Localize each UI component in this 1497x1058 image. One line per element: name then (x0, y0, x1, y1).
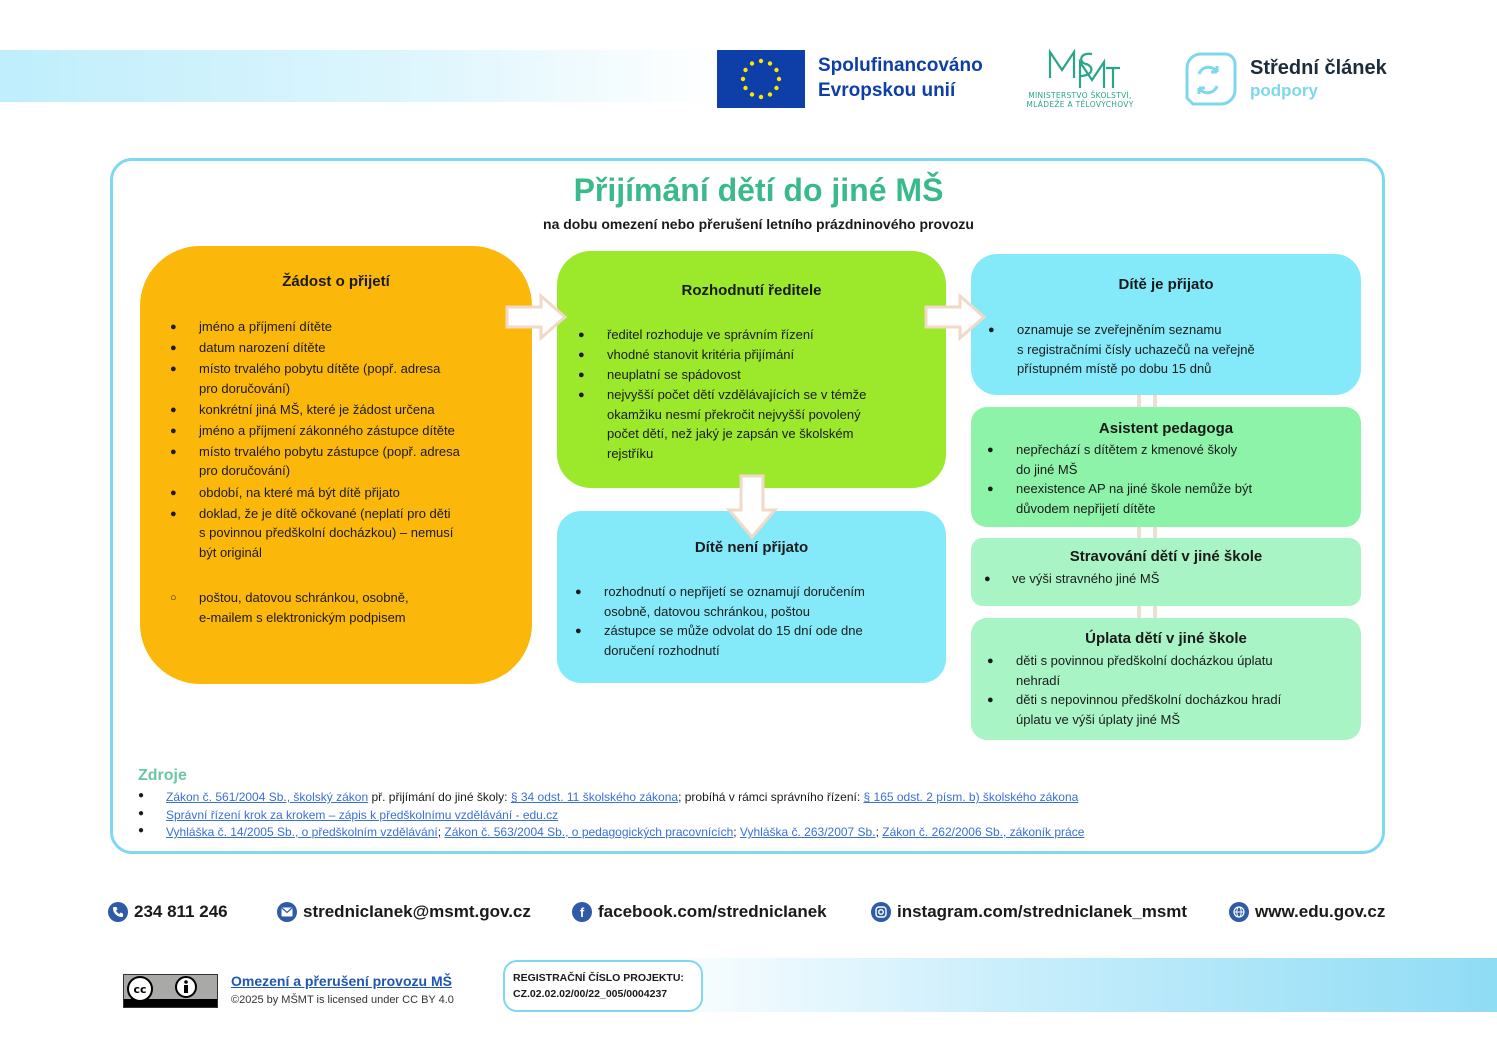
list-item (170, 442, 510, 481)
connector-3 (1137, 606, 1157, 618)
list-item-line: místo trvalého pobytu zástupce (popř. adresa (199, 443, 460, 459)
bullet-icon: ● (984, 573, 991, 585)
list-item-line: doručení rozhodnutí (604, 642, 720, 658)
connector-2 (1137, 527, 1157, 538)
source-text: ; probíhá v rámci správního řízení: (678, 790, 864, 804)
arrow-down (726, 474, 778, 540)
list-item (170, 588, 510, 627)
page-subtitle: na dobu omezení nebo přerušení letního prázdninového provozu (543, 216, 974, 232)
bullet-icon: ● (578, 389, 585, 401)
list-item (578, 325, 918, 345)
list-item (170, 400, 510, 420)
source-line-1 (166, 790, 1078, 804)
list-item (987, 690, 1337, 729)
source-link[interactable]: § 165 odst. 2 písm. b) školského zákona (863, 790, 1079, 804)
web-link: www.edu.gov.cz (1255, 902, 1386, 921)
bullet-icon: ● (578, 329, 585, 341)
list-item-line: nepřechází s dítětem z kmenové školy (1016, 442, 1238, 457)
registration-box (503, 960, 703, 1012)
list-item-line: rozhodnutí o nepřijetí se oznamují doručením (604, 584, 865, 599)
asistent-box (971, 407, 1361, 527)
license-title-link[interactable]: Omezení a přerušení provozu MŠ (231, 973, 452, 989)
facebook-icon: f (572, 902, 592, 922)
bullet-icon: ● (138, 808, 145, 819)
instagram-icon (871, 902, 891, 922)
bullet-icon: ● (578, 369, 585, 381)
bullet-icon: ● (170, 403, 177, 416)
asistent-list (987, 440, 1337, 518)
list-item (984, 569, 1334, 589)
bullet-icon: ● (575, 586, 582, 598)
list-item-line: ve výši stravného jiné MŠ (1012, 571, 1160, 586)
source-link[interactable]: Zákon č. 262/2006 Sb., zákoník práce (882, 825, 1085, 839)
list-item-line: ředitel rozhoduje ve správním řízení (607, 327, 814, 342)
msmt-sub-line-1: MINISTERSTVO ŠKOLSTVÍ, (1028, 91, 1132, 100)
list-item-line: období, na které má být dítě přijato (199, 484, 400, 500)
list-item-line: přístupném místě po dobu 15 dnů (1017, 361, 1212, 376)
list-item-line: jméno a příjmení dítěte (199, 319, 332, 334)
bullet-icon: ● (170, 486, 177, 499)
stravovani-list (984, 569, 1334, 589)
facebook-link: facebook.com/strednicIanek (598, 902, 827, 921)
list-item (575, 582, 925, 621)
stredni-clanek-logo-icon (1177, 48, 1239, 110)
list-item (578, 365, 918, 385)
list-item-line: okamžiku nesmí překročit nejvyšší povolený (607, 406, 861, 422)
list-item-line: oznamuje se zveřejněním seznamu (1017, 322, 1222, 337)
source-text: ; (875, 825, 883, 839)
stredni-clanek-subtitle: podpory (1250, 81, 1318, 100)
arrow-right-2 (924, 293, 988, 341)
source-link[interactable]: Správní řízení krok za krokem – zápis k předškolnímu vzdělávání - edu.cz (166, 808, 559, 822)
bullet-icon: ● (170, 445, 177, 458)
list-item-line: důvodem nepřijetí dítěte (1016, 500, 1156, 516)
source-link[interactable]: § 34 odst. 11 školského zákona (510, 790, 679, 804)
instagram-link: instagram.com/strednicIanek_msmt (897, 902, 1188, 921)
mail-icon (277, 902, 297, 922)
list-item-line: s povinnou předškolní docházkou) – nemusí (199, 525, 454, 541)
bullet-icon: ● (170, 321, 177, 333)
cc-by-icon (124, 975, 217, 1007)
phone-number: 234 811 246 (134, 902, 228, 921)
source-text: ; (437, 825, 445, 839)
bullet-icon: ○ (170, 592, 177, 604)
zadost-delivery-list (170, 588, 510, 627)
zadost-list (170, 317, 510, 564)
list-item (578, 385, 918, 463)
list-item (575, 621, 925, 660)
list-item-line: poštou, datovou schránkou, osobně, (199, 590, 409, 605)
list-item (987, 479, 1337, 518)
list-item (988, 320, 1338, 379)
zadost-box (140, 246, 532, 684)
contact-email[interactable] (277, 900, 531, 924)
list-item (170, 359, 510, 398)
bullet-icon: ● (170, 507, 177, 520)
rozhodnuti-heading: Rozhodnutí ředitele (681, 282, 822, 299)
source-line-2 (166, 808, 558, 822)
list-item-line: osobně, datovou schránkou, poštou (604, 603, 810, 619)
page-title: Přijímání dětí do jiné MŠ (573, 172, 944, 208)
list-item-line: s registračními čísly uchazečů na veřejně (1017, 341, 1255, 357)
list-item-line: jméno a příjmení zákonného zástupce dítěte (199, 422, 455, 438)
bullet-icon: ● (987, 655, 994, 667)
list-item-line: místo trvalého pobytu dítěte (popř. adresa (199, 361, 441, 377)
cc-by-badge (123, 974, 218, 1008)
bullet-icon: ● (138, 790, 145, 801)
phone-icon (108, 902, 128, 922)
rozhodnuti-list (578, 325, 918, 464)
uplata-list (987, 651, 1337, 729)
zadost-heading: Žádost o přijetí (282, 273, 390, 290)
list-item (170, 338, 510, 358)
list-item-line: úplatu ve výši úplaty jiné MŠ (1016, 711, 1181, 727)
list-item-line: děti s nepovinnou předškolní docházkou hradí (1016, 692, 1282, 707)
msmt-subtitle (1016, 91, 1144, 109)
list-item (170, 317, 510, 337)
list-item-line: datum narození dítěte (199, 340, 326, 356)
bullet-icon: ● (987, 694, 994, 706)
connector-1 (1137, 395, 1157, 407)
list-item-line: pro doručování) (199, 380, 291, 396)
registration-number: CZ.02.02.02/00/22_005/0004237 (513, 988, 668, 1000)
stravovani-heading: Stravování dětí v jiné škole (1069, 548, 1263, 565)
eu-line-2: Evropskou unií (818, 80, 956, 101)
prijato-list (988, 320, 1338, 379)
list-item-line: doklad, že je dítě očkované (neplatí pro děti (199, 505, 451, 521)
asistent-heading: Asistent pedagoga (1098, 420, 1234, 437)
contact-facebook[interactable] (572, 900, 827, 924)
list-item-line: vhodné stanovit kritéria přijímání (607, 347, 795, 362)
bullet-icon: ● (170, 363, 177, 376)
contact-instagram[interactable] (871, 900, 1187, 924)
source-text: ; (733, 825, 740, 839)
bullet-icon: ● (170, 342, 177, 355)
uplata-heading: Úplata dětí v jiné škole (1085, 630, 1247, 647)
eu-cofinanced-text (818, 53, 983, 103)
eu-line-1: Spolufinancováno (818, 55, 983, 76)
bullet-icon: ● (987, 483, 994, 495)
list-item (578, 345, 918, 365)
prijato-heading: Dítě je přijato (1118, 276, 1214, 293)
list-item (987, 440, 1337, 479)
list-item (170, 504, 510, 563)
contact-web[interactable] (1229, 900, 1385, 924)
stravovani-box (971, 538, 1361, 606)
bullet-icon: ● (138, 825, 145, 836)
list-item-line: děti s povinnou předškolní docházkou úplatu (1016, 653, 1273, 668)
eu-stars-icon (717, 50, 805, 108)
globe-icon (1229, 902, 1249, 922)
list-item-line: zástupce se může odvolat do 15 dní ode dne (604, 623, 863, 638)
source-line-3 (166, 825, 1084, 839)
list-item-line: konkrétní jiná MŠ, které je žádost určena (199, 401, 435, 417)
prijato-box (971, 254, 1361, 395)
email-address: strednicIanek@msmt.gov.cz (303, 902, 531, 921)
bullet-icon: ● (575, 625, 582, 637)
bullet-icon: ● (578, 349, 585, 361)
list-item (170, 421, 510, 441)
list-item-line: neuplatní se spádovost (607, 367, 741, 382)
neprijato-heading: Dítě není přijato (694, 539, 809, 556)
uplata-box (971, 618, 1361, 740)
eu-flag-logo (717, 50, 805, 108)
stredni-clanek-title: Střední článek (1250, 57, 1387, 79)
source-link[interactable]: Vyhláška č. 14/2005 Sb., o předškolním vzdělávání (166, 825, 438, 839)
svg-text:cc: cc (133, 983, 147, 996)
license-line: ©2025 by MŠMT is licensed under CC BY 4.0 (231, 994, 454, 1006)
sources-heading: Zdroje (138, 767, 187, 784)
list-item-line: do jiné MŠ (1016, 461, 1078, 477)
list-item-line: neexistence AP na jiné škole nemůže být (1016, 481, 1253, 496)
bullet-icon: ● (987, 444, 994, 456)
source-link[interactable]: Zákon č. 563/2004 Sb., o pedagogických pracovnících (444, 825, 734, 839)
source-text: př. přijímání do jiné školy: (368, 790, 511, 804)
list-item-line: nejvyšší počet dětí vzdělávajících se v témže (607, 387, 867, 402)
registration-label: REGISTRAČNÍ ČÍSLO PROJEKTU: (513, 972, 684, 984)
arrow-right-1 (505, 293, 569, 341)
bullet-icon: ● (170, 424, 177, 437)
list-item-line: e-mailem s elektronickým podpisem (199, 609, 406, 625)
rozhodnuti-box (557, 251, 946, 488)
list-item-line: pro doručování) (199, 463, 291, 479)
source-link[interactable]: Zákon č. 561/2004 Sb., školský zákon (166, 790, 369, 804)
footer-band (640, 958, 1497, 1012)
list-item (987, 651, 1337, 690)
list-item-line: rejstříku (607, 445, 654, 461)
list-item-line: být originál (199, 544, 262, 560)
header-band (0, 50, 720, 102)
contact-phone[interactable] (108, 900, 228, 924)
list-item-line: počet dětí, než jaký je zapsán ve školském (607, 426, 854, 441)
list-item (170, 483, 510, 503)
neprijato-list (575, 582, 925, 660)
msmt-sub-line-2: MLÁDEŽE A TĚLOVÝCHOVY (1026, 100, 1134, 109)
source-link[interactable]: Vyhláška č. 263/2007 Sb. (739, 825, 876, 839)
list-item-line: nehradí (1016, 672, 1061, 688)
bullet-icon: ● (988, 324, 995, 336)
